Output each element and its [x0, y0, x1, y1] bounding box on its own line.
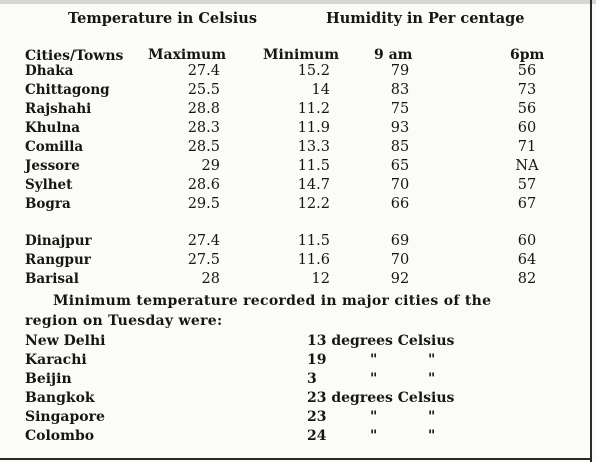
humidity-6pm-cell: 56	[517, 101, 537, 117]
table-row	[0, 251, 590, 270]
humidity-9am-cell: 70	[390, 252, 410, 268]
max-temp-cell: 27.4	[187, 233, 220, 249]
city-cell: Barisal	[25, 271, 79, 287]
humidity-6pm-cell: 71	[517, 139, 537, 155]
min-temp-cell: 11.5	[297, 233, 330, 249]
region-temp-cell: 19	[307, 352, 327, 368]
humidity-9am-cell: 70	[390, 177, 410, 193]
max-temp-cell: 28.3	[187, 120, 220, 136]
bottom-border-rule	[0, 458, 592, 460]
humidity-9am-cell: 83	[390, 82, 410, 98]
ditto-mark: "	[428, 428, 436, 444]
humidity-6pm-cell: 67	[517, 196, 537, 212]
city-cell: Rajshahi	[25, 101, 92, 117]
humidity-9am-cell: 85	[390, 139, 410, 155]
table-row	[0, 100, 590, 119]
column-header-9am: 9 am	[374, 47, 413, 63]
city-cell: Bogra	[25, 196, 71, 212]
city-cell: Dhaka	[25, 63, 74, 79]
ditto-mark: "	[428, 371, 436, 387]
max-temp-cell: 28	[201, 271, 220, 287]
table-row	[0, 157, 590, 176]
city-cell: Comilla	[25, 139, 84, 155]
table-row	[0, 176, 590, 195]
region-note-line-1: Minimum temperature recorded in major cities of the	[53, 293, 492, 309]
region-row	[0, 408, 590, 427]
ditto-mark: "	[428, 409, 436, 425]
ditto-mark: "	[370, 352, 378, 368]
column-header-6pm: 6pm	[510, 47, 545, 63]
region-row	[0, 351, 590, 370]
humidity-9am-cell: 75	[390, 101, 410, 117]
table-row	[0, 232, 590, 251]
humidity-6pm-cell: 73	[517, 82, 537, 98]
table-row	[0, 138, 590, 157]
region-city-cell: Singapore	[25, 409, 105, 425]
table-row	[0, 62, 590, 81]
max-temp-cell: 29	[201, 158, 220, 174]
region-note-line-2: region on Tuesday were:	[25, 313, 223, 329]
region-city-cell: Beijin	[25, 371, 72, 387]
ditto-mark: "	[370, 428, 378, 444]
table-row	[0, 119, 590, 138]
min-temp-cell: 13.3	[297, 139, 330, 155]
min-temp-cell: 14	[311, 82, 330, 98]
region-row	[0, 332, 590, 351]
max-temp-cell: 29.5	[187, 196, 220, 212]
min-temp-cell: 11.9	[297, 120, 330, 136]
max-temp-cell: 27.5	[187, 252, 220, 268]
city-cell: Dinajpur	[25, 233, 92, 249]
max-temp-cell: 28.5	[187, 139, 220, 155]
region-temp-cell: 24	[307, 428, 327, 444]
max-temp-cell: 25.5	[187, 82, 220, 98]
temperature-heading: Temperature in Celsius	[68, 10, 257, 27]
ditto-mark: "	[370, 409, 378, 425]
column-header-city: Cities/Towns	[25, 48, 124, 64]
ditto-mark: "	[428, 352, 436, 368]
torn-top-edge	[0, 0, 596, 4]
humidity-9am-cell: 79	[390, 63, 410, 79]
region-row	[0, 370, 590, 389]
region-temp-cell: 3	[307, 371, 317, 387]
region-row	[0, 427, 590, 446]
humidity-9am-cell: 66	[390, 196, 410, 212]
region-city-cell: New Delhi	[25, 333, 106, 349]
humidity-heading: Humidity in Per centage	[326, 10, 525, 27]
region-temp-cell: 13 degrees Celsius	[307, 333, 455, 349]
region-row	[0, 389, 590, 408]
humidity-6pm-cell: 60	[517, 120, 537, 136]
min-temp-cell: 11.5	[297, 158, 330, 174]
humidity-6pm-cell: 64	[517, 252, 537, 268]
min-temp-cell: 12.2	[297, 196, 330, 212]
min-temp-cell: 15.2	[297, 63, 330, 79]
table-row	[0, 270, 590, 289]
city-cell: Jessore	[25, 158, 80, 174]
humidity-9am-cell: 65	[390, 158, 410, 174]
ditto-mark: "	[370, 371, 378, 387]
city-cell: Khulna	[25, 120, 81, 136]
table-row	[0, 195, 590, 214]
humidity-6pm-cell: NA	[515, 158, 539, 174]
region-temp-cell: 23 degrees Celsius	[307, 390, 455, 406]
table-row	[0, 81, 590, 100]
humidity-9am-cell: 92	[390, 271, 410, 287]
humidity-6pm-cell: 60	[517, 233, 537, 249]
region-city-cell: Bangkok	[25, 390, 95, 406]
column-header-minimum: Minimum	[263, 47, 340, 63]
humidity-9am-cell: 93	[390, 120, 410, 136]
region-city-cell: Colombo	[25, 428, 95, 444]
city-cell: Rangpur	[25, 252, 91, 268]
region-temp-cell: 23	[307, 409, 327, 425]
min-temp-cell: 14.7	[297, 177, 330, 193]
region-city-cell: Karachi	[25, 352, 87, 368]
city-cell: Sylhet	[25, 177, 73, 193]
humidity-6pm-cell: 82	[517, 271, 537, 287]
min-temp-cell: 12	[311, 271, 330, 287]
right-border-rule	[590, 0, 592, 462]
max-temp-cell: 27.4	[187, 63, 220, 79]
column-header-maximum: Maximum	[148, 47, 227, 63]
max-temp-cell: 28.8	[187, 101, 220, 117]
city-cell: Chittagong	[25, 82, 110, 98]
humidity-6pm-cell: 57	[517, 177, 537, 193]
min-temp-cell: 11.6	[297, 252, 330, 268]
max-temp-cell: 28.6	[187, 177, 220, 193]
humidity-9am-cell: 69	[390, 233, 410, 249]
min-temp-cell: 11.2	[297, 101, 330, 117]
humidity-6pm-cell: 56	[517, 63, 537, 79]
